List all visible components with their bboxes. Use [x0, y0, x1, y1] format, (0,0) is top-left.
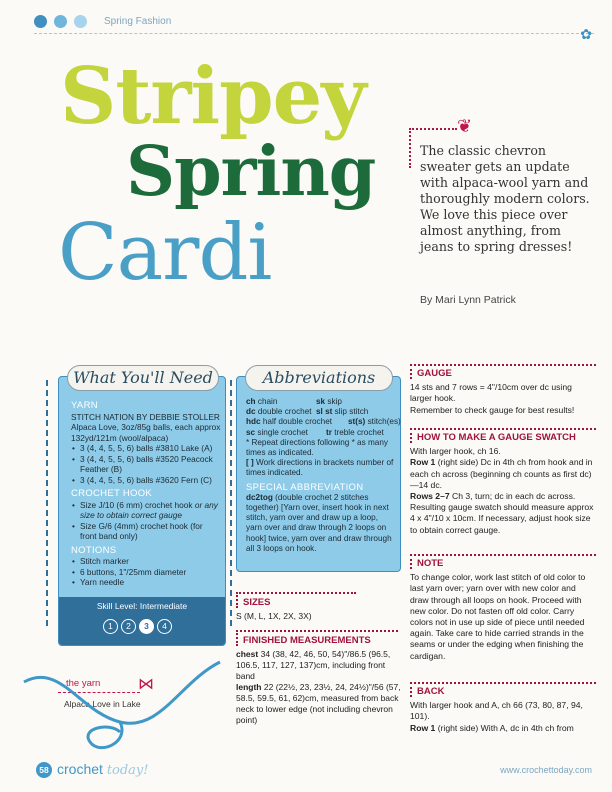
swatch-heading: HOW TO MAKE A GAUGE SWATCH: [410, 428, 596, 443]
bracket-symbol: [ ]: [246, 458, 254, 468]
yarn-brand: STITCH NATION BY DEBBIE STOLLER: [71, 411, 220, 422]
swirl-icon: ✿: [580, 26, 592, 42]
sizes-heading: SIZES: [236, 592, 356, 608]
yarn-subheading: YARN: [71, 400, 98, 411]
flower-icon: [34, 15, 47, 28]
brand-name: crochet: [57, 761, 103, 777]
intro-text: The classic chevron sweater gets an update with alpaca-wool yarn and thoroughly modern colors. We love this piece over almost anything, from jeans to spring dresses!: [420, 143, 590, 254]
abbr-def: chain: [257, 397, 278, 406]
circle-icon: [54, 15, 67, 28]
butterfly-icon: ❦: [457, 116, 473, 136]
list-item: • 3 (4, 4, 5, 5, 6) balls #3810 Lake (A): [71, 443, 221, 454]
yarn-description: Alpaca Love, 3oz/85g balls, each approx 132yd/121m (wool/alpaca): [71, 422, 221, 443]
header-divider: [34, 33, 594, 34]
brand-logo: [57, 761, 149, 778]
row-text: Ch 3, turn; dc in each dc across. Resulting gauge swatch should measure approx 4 x 4"/10 x 10cm. If necessary, adjust hook size to obtain correct gauge.: [410, 491, 594, 535]
abbr-term: sc: [246, 427, 256, 437]
yarn-strand-illustration: [20, 652, 240, 762]
back-text: With larger hook and A, ch 66 (73, 80, 87, 94, 101).: [410, 700, 583, 722]
skill-level-label: Skill Level: Intermediate: [96, 601, 188, 611]
chest-measurement: [236, 649, 404, 682]
length-label: length: [236, 682, 262, 692]
yarn-feature-label: the yarn: [66, 678, 101, 689]
yarn-caption: Alpaca Love in Lake: [64, 699, 141, 709]
finished-measurements-section: [236, 630, 404, 726]
row-label: Row 1: [410, 457, 436, 468]
abbr-term: sl st: [316, 407, 333, 417]
byline: By Mari Lynn Patrick: [420, 294, 516, 306]
page-number: 58: [36, 762, 52, 778]
list-item: • 3 (4, 4, 5, 5, 6) balls #3620 Fern (C): [71, 475, 221, 486]
title-line-2: Spring: [126, 132, 376, 212]
hook-list: [71, 500, 221, 542]
row-label: Rows 2–7: [410, 491, 450, 502]
swatch-section: [410, 428, 596, 536]
page-header: [34, 12, 594, 42]
abbr-term: hdc: [246, 417, 261, 427]
section-label: Spring Fashion: [104, 16, 172, 27]
abbr-def: double crochet: [257, 407, 312, 417]
row-text: (right side) Dc in 4th ch from hook and in each ch across (beginning ch counts as first dc)—14 dc.: [410, 457, 593, 490]
bracket-note: [246, 458, 396, 478]
back-section: [410, 682, 596, 734]
abbr-term: ch: [246, 397, 256, 406]
abbr-def: skip: [327, 397, 342, 406]
abbr-def: slip stitch: [334, 407, 369, 417]
dashed-stitch-divider: [230, 380, 232, 626]
special-abbreviation-heading: SPECIAL ABBREVIATION: [246, 481, 364, 493]
abbreviations-heading: Abbreviations: [245, 365, 393, 391]
gauge-section: [410, 364, 596, 416]
abbr-term: st(s): [348, 417, 366, 427]
abbr-term: tr: [326, 427, 332, 437]
chest-label: chest: [236, 649, 259, 659]
hook-size: Size J/10 (6 mm) crochet hook: [80, 499, 195, 510]
note-section: [410, 554, 596, 662]
yarn-list: [71, 443, 221, 485]
row-label: Row 1: [410, 722, 436, 733]
back-row-1: [410, 723, 596, 734]
yarn-loop: [88, 722, 122, 748]
note-text: To change color, work last stitch of old color to last yarn over; yarn over with new color and draw through all loops on hook. Proceed with new color. Do not fasten off old color. Carry colors not in use up side of piece until needed again. Take care to hide carried strands in the seams or under the edging when finishing the cardigan.: [410, 572, 586, 661]
circle-icon: [74, 15, 87, 28]
title-line-3: Cardi: [58, 208, 272, 298]
notions-list: [71, 556, 221, 588]
list-item: • 6 buttons, 1"/25mm diameter: [71, 567, 221, 578]
brand-name-accent: today!: [106, 763, 149, 778]
abbr-def: stitch(es): [367, 417, 401, 427]
bow-icon: ⋈: [138, 676, 154, 693]
website-url: www.crochettoday.com: [500, 765, 592, 775]
gauge-text: 14 sts and 7 rows = 4"/10cm over dc using larger hook.: [410, 382, 572, 404]
swatch-intro: With larger hook, ch 16.: [410, 446, 501, 457]
skill-level-2: 2: [121, 619, 136, 634]
list-item: • Size G/6 (4mm) crochet hook (for front band only): [71, 521, 221, 542]
skill-level-4: 4: [157, 619, 172, 634]
abbr-def: treble crochet: [334, 427, 384, 437]
gauge-heading: GAUGE: [410, 364, 596, 379]
list-item: [71, 500, 221, 521]
list-item: • Stitch marker: [71, 556, 221, 567]
skill-level-1: 1: [103, 619, 118, 634]
list-item: • Yarn needle: [71, 577, 221, 588]
abbreviations-panel: [236, 368, 401, 572]
note-heading: NOTE: [410, 554, 596, 569]
sizes-text: S (M, L, 1X, 2X, 3X): [236, 611, 312, 621]
materials-panel: [58, 368, 226, 646]
special-abbreviation: [246, 493, 396, 554]
abbr-term: sk: [316, 397, 326, 406]
bracket-text: Work directions in brackets number of times indicated.: [246, 458, 394, 478]
hook-subheading: CROCHET HOOK: [71, 488, 153, 499]
back-heading: BACK: [410, 682, 596, 697]
materials-heading: What You'll Need: [67, 365, 219, 391]
abbreviation-row: [246, 417, 401, 427]
special-desc: (double crochet 2 stitches together) [Yarn over, insert hook in next stitch, yarn over and draw up a loop, yarn over and draw through 2 loops on hook] twice, yarn over and draw through all 3 loops on hook.: [246, 492, 392, 553]
row-text: (right side) With A, dc in 4th ch from: [435, 722, 574, 733]
gauge-reminder: Remember to check gauge for best results!: [410, 404, 575, 415]
length-value: 22 (22½, 23, 23½, 24, 24½)"/56 (57, 58.5, 59.5, 61, 62)cm, measured from back neck to lower edge (not including chevron point): [236, 682, 401, 725]
abbreviation-row: [246, 397, 396, 407]
hook-note: or any size to obtain correct gauge: [80, 499, 218, 520]
abbreviation-row: [246, 428, 396, 438]
list-item: • 3 (4, 4, 5, 5, 6) balls #3520 Peacock Feather (B): [71, 454, 221, 475]
swatch-rows-2-7: [410, 491, 596, 536]
skill-level-indicator: [103, 616, 175, 634]
special-term: dc2tog: [246, 492, 273, 502]
length-measurement: [236, 682, 404, 726]
abbr-def: single crochet: [257, 427, 308, 437]
finished-measurements-heading: FINISHED MEASUREMENTS: [236, 630, 398, 646]
yarn-strand: [24, 662, 220, 723]
chest-value: 34 (38, 42, 46, 50, 54)"/86.5 (96.5, 106.5, 117, 127, 137)cm, including front band: [236, 649, 391, 681]
abbr-term: dc: [246, 407, 256, 417]
skill-level-3: 3: [139, 619, 154, 634]
skill-level-bar: [59, 597, 225, 645]
notions-subheading: NOTIONS: [71, 544, 117, 556]
dashed-stitch-divider: [46, 380, 48, 626]
abbreviation-row: [246, 407, 396, 417]
repeat-note: * Repeat directions following * as many times as indicated.: [246, 437, 388, 457]
swatch-row-1: [410, 457, 596, 491]
title-line-1: Stripey: [60, 51, 366, 142]
sizes-section: [236, 592, 404, 622]
abbr-def: half double crochet: [262, 417, 333, 427]
